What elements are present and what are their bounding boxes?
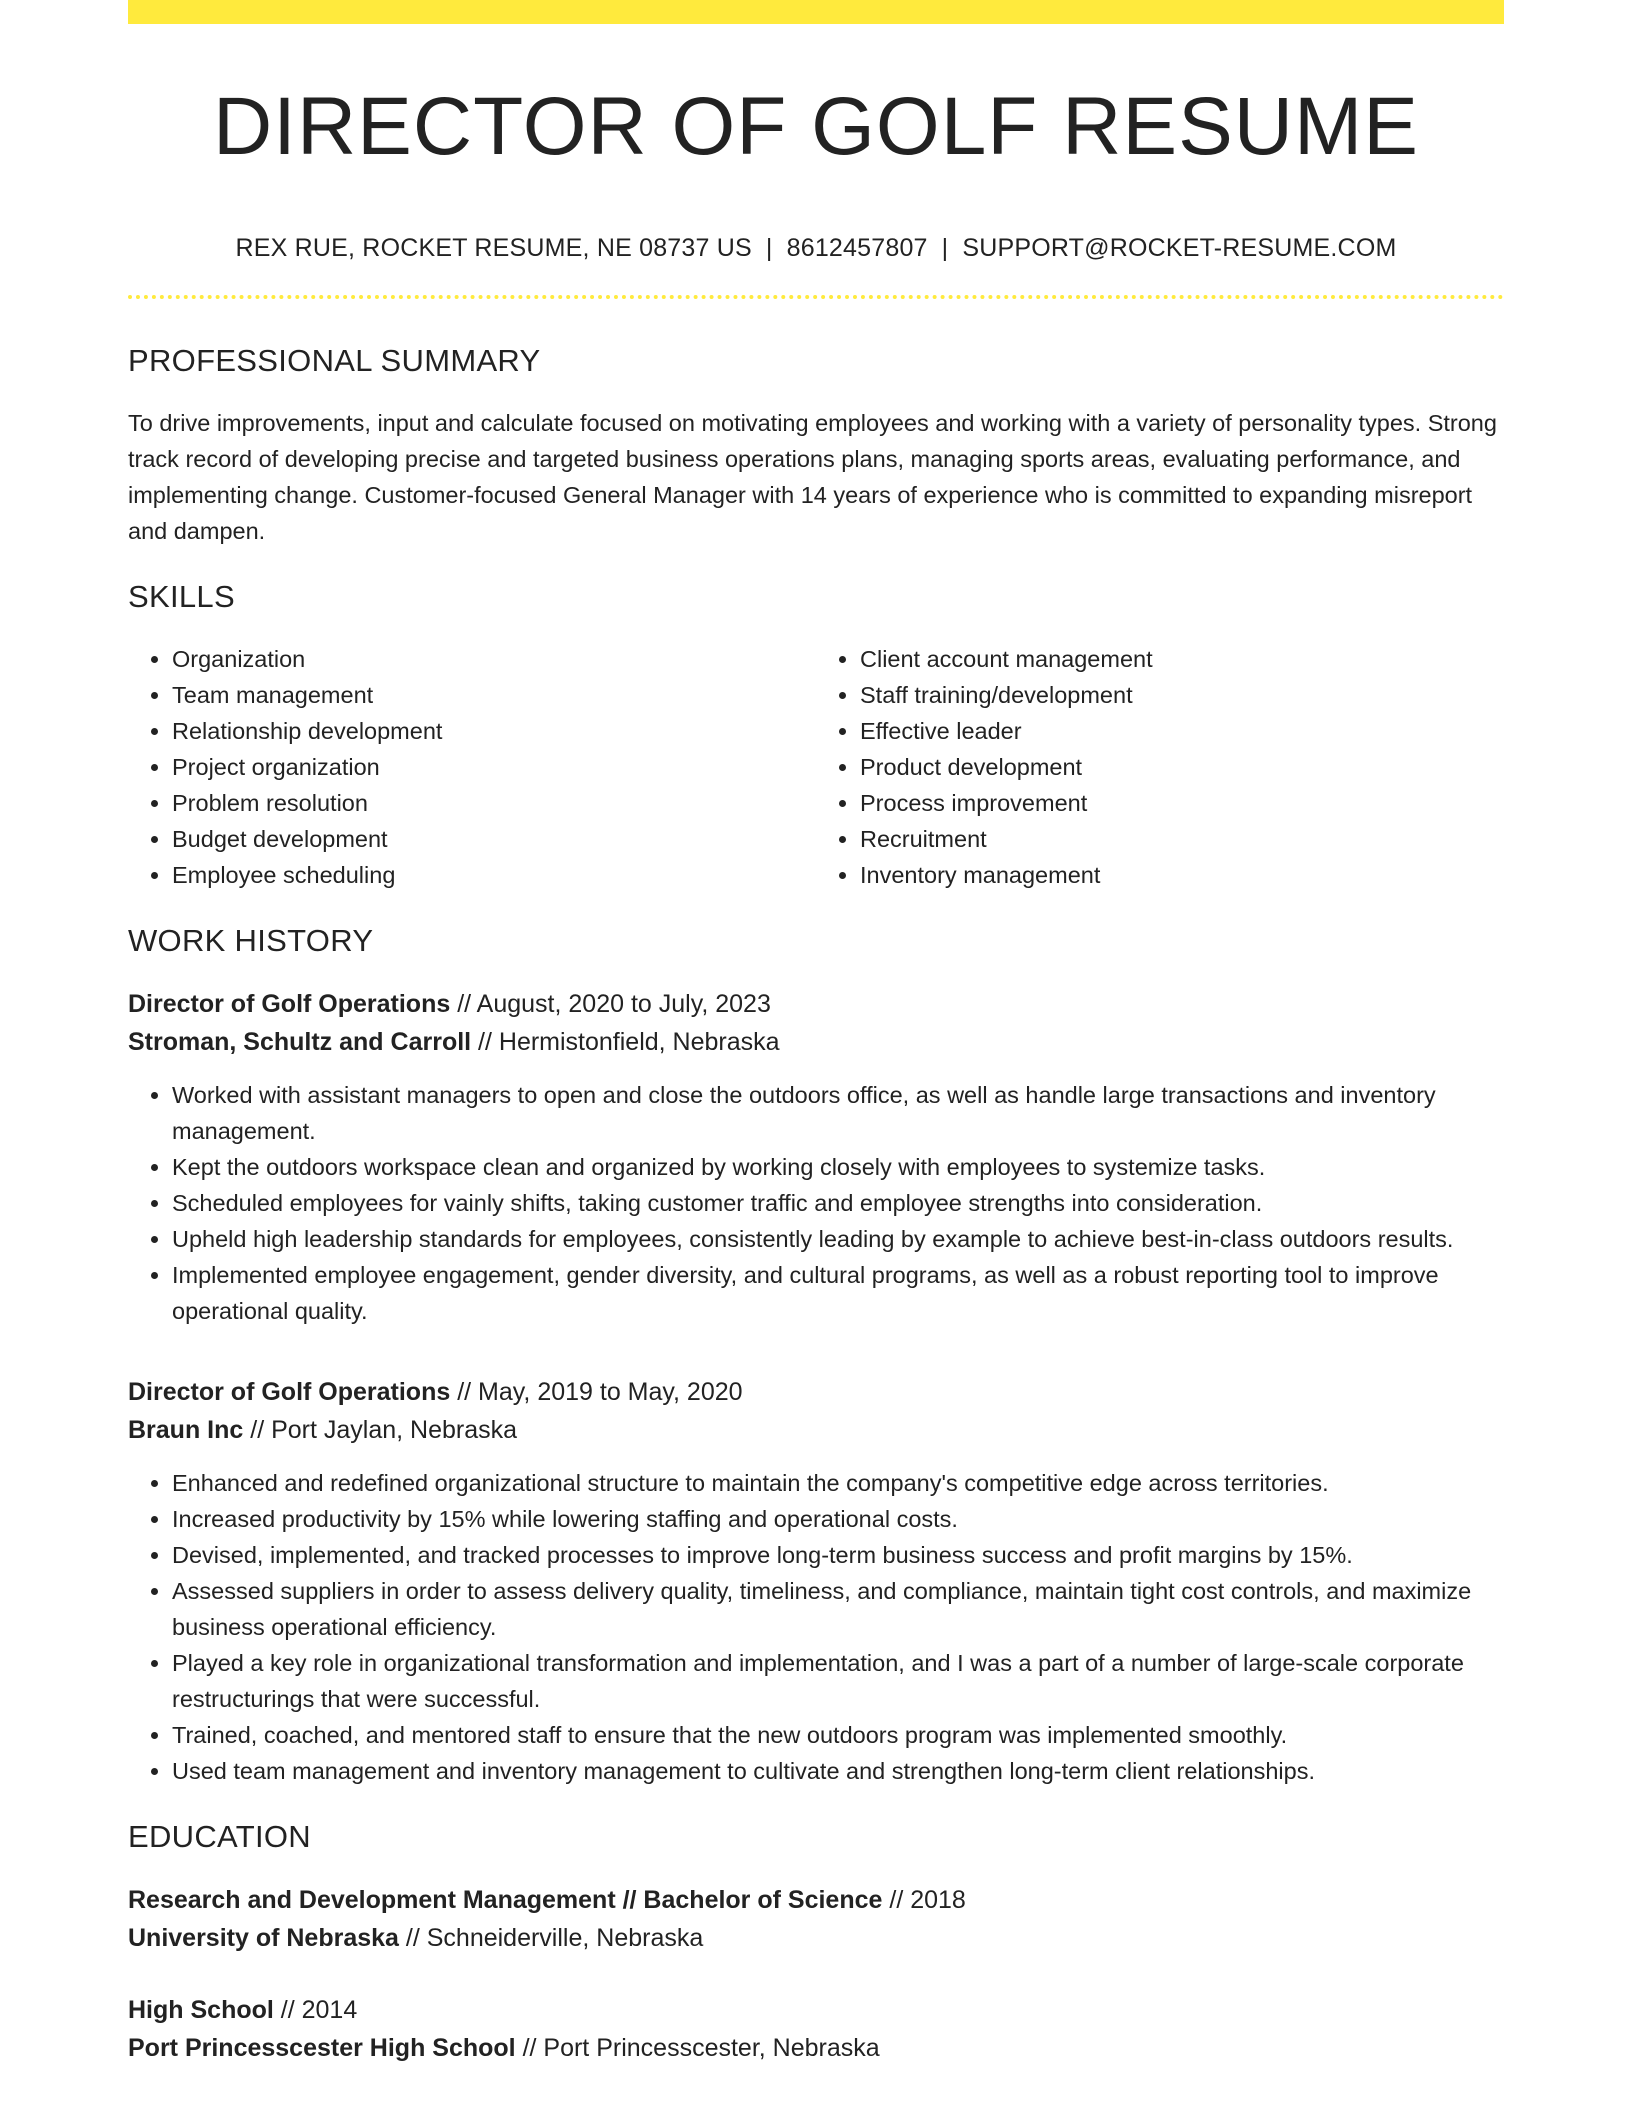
job-bullet: • Worked with assistant managers to open and close the outdoors office, as well as handle large transactions and inventory management.: [172, 1077, 1504, 1149]
education-year: // 2018: [882, 1886, 966, 1915]
contact-line: [128, 234, 1504, 263]
section-title-summary: PROFESSIONAL SUMMARY: [128, 343, 541, 379]
job-bullet: • Played a key role in organizational transformation and implementation, and I was a part of a number of large-scale corporate restructurings that were successful.: [172, 1645, 1504, 1717]
skill-item: • Staff training/development: [860, 677, 1504, 713]
education-entry: [128, 1991, 1504, 2067]
education-school: Port Princesscester High School: [128, 2034, 516, 2063]
section-title-education: EDUCATION: [128, 1819, 311, 1855]
skill-item: • Client account management: [860, 641, 1504, 677]
resume-title: DIRECTOR OF GOLF RESUME: [212, 81, 1420, 172]
skills-column-right: [816, 641, 1504, 893]
job-bullet: • Devised, implemented, and tracked processes to improve long-term business success and profit margins by 15%.: [172, 1537, 1504, 1573]
job-bullet: • Kept the outdoors workspace clean and organized by working closely with employees to systemize tasks.: [172, 1149, 1504, 1185]
education-entry: [128, 1881, 1504, 1957]
education-degree-line: [128, 1881, 1504, 1919]
education-degree: Research and Development Management // Bachelor of Science: [128, 1886, 883, 1915]
job-role: Director of Golf Operations: [128, 990, 451, 1019]
skill-item: • Project organization: [172, 749, 816, 785]
skill-item: • Employee scheduling: [172, 857, 816, 893]
job-company: Stroman, Schultz and Carroll: [128, 1028, 472, 1057]
accent-bar: [128, 0, 1504, 24]
job-dates: // May, 2019 to May, 2020: [450, 1378, 743, 1407]
job-title-line: [128, 985, 1504, 1023]
skill-item: • Relationship development: [172, 713, 816, 749]
education-location: // Schneiderville, Nebraska: [398, 1924, 704, 1953]
job-company-line: [128, 1023, 1504, 1061]
job-bullet: • Enhanced and redefined organizational structure to maintain the company's competitive edge across territories.: [172, 1465, 1504, 1501]
dotted-divider: [128, 295, 1504, 299]
job-bullet: • Trained, coached, and mentored staff to ensure that the new outdoors program was implemented smoothly.: [172, 1717, 1504, 1753]
skill-item: • Process improvement: [860, 785, 1504, 821]
education-location: // Port Princesscester, Nebraska: [515, 2034, 880, 2063]
job-role: Director of Golf Operations: [128, 1378, 451, 1407]
education-degree-line: [128, 1991, 1504, 2029]
skill-item: • Inventory management: [860, 857, 1504, 893]
skills-list: [128, 641, 1504, 893]
job-bullet: • Used team management and inventory management to cultivate and strengthen long-term client relationships.: [172, 1753, 1504, 1789]
contact-separator: |: [765, 234, 773, 263]
education-year: // 2014: [273, 1996, 358, 2025]
contact-email: SUPPORT@ROCKET-RESUME.COM: [962, 234, 1397, 263]
job-entry: [128, 1373, 1504, 1789]
skill-item: • Effective leader: [860, 713, 1504, 749]
skill-item: • Recruitment: [860, 821, 1504, 857]
section-title-skills: SKILLS: [128, 579, 235, 615]
job-bullet: • Scheduled employees for vainly shifts, taking customer traffic and employee strengths into consideration.: [172, 1185, 1504, 1221]
contact-phone: 8612457807: [786, 234, 928, 263]
job-bullet: • Assessed suppliers in order to assess delivery quality, timeliness, and compliance, maintain tight cost controls, and maximize business operational efficiency.: [172, 1573, 1504, 1645]
job-company-line: [128, 1411, 1504, 1449]
job-company: Braun Inc: [128, 1416, 244, 1445]
job-bullets: [128, 1465, 1504, 1789]
education-school-line: [128, 2029, 1504, 2067]
education-degree: High School: [128, 1996, 274, 2025]
job-bullets: [128, 1077, 1504, 1329]
education-school-line: [128, 1919, 1504, 1957]
job-location: // Hermistonfield, Nebraska: [471, 1028, 780, 1057]
skill-item: • Problem resolution: [172, 785, 816, 821]
job-dates: // August, 2020 to July, 2023: [450, 990, 771, 1019]
skill-item: • Product development: [860, 749, 1504, 785]
summary-text: To drive improvements, input and calculate focused on motivating employees and working with a variety of personality types. Strong track record of developing precise and targeted business operations plans, managing sports areas, evaluating performance, and implementing change. Customer-focused General Manager with 14 years of experience who is committed to expanding misreport and dampen.: [128, 410, 1497, 545]
skill-item: • Budget development: [172, 821, 816, 857]
job-location: // Port Jaylan, Nebraska: [243, 1416, 518, 1445]
job-bullet: • Upheld high leadership standards for employees, consistently leading by example to achieve best-in-class outdoors results.: [172, 1221, 1504, 1257]
job-title-line: [128, 1373, 1504, 1411]
skills-column-left: [128, 641, 816, 893]
job-bullet: • Increased productivity by 15% while lowering staffing and operational costs.: [172, 1501, 1504, 1537]
job-entry: [128, 985, 1504, 1329]
contact-separator: |: [941, 234, 949, 263]
education-school: University of Nebraska: [128, 1924, 399, 1953]
skill-item: • Organization: [172, 641, 816, 677]
contact-address: REX RUE, ROCKET RESUME, NE 08737 US: [235, 234, 752, 263]
section-title-work-history: WORK HISTORY: [128, 923, 374, 959]
resume-page: [128, 0, 1504, 2067]
skill-item: • Team management: [172, 677, 816, 713]
job-bullet: • Implemented employee engagement, gender diversity, and cultural programs, as well as a robust reporting tool to improve operational quality.: [172, 1257, 1504, 1329]
